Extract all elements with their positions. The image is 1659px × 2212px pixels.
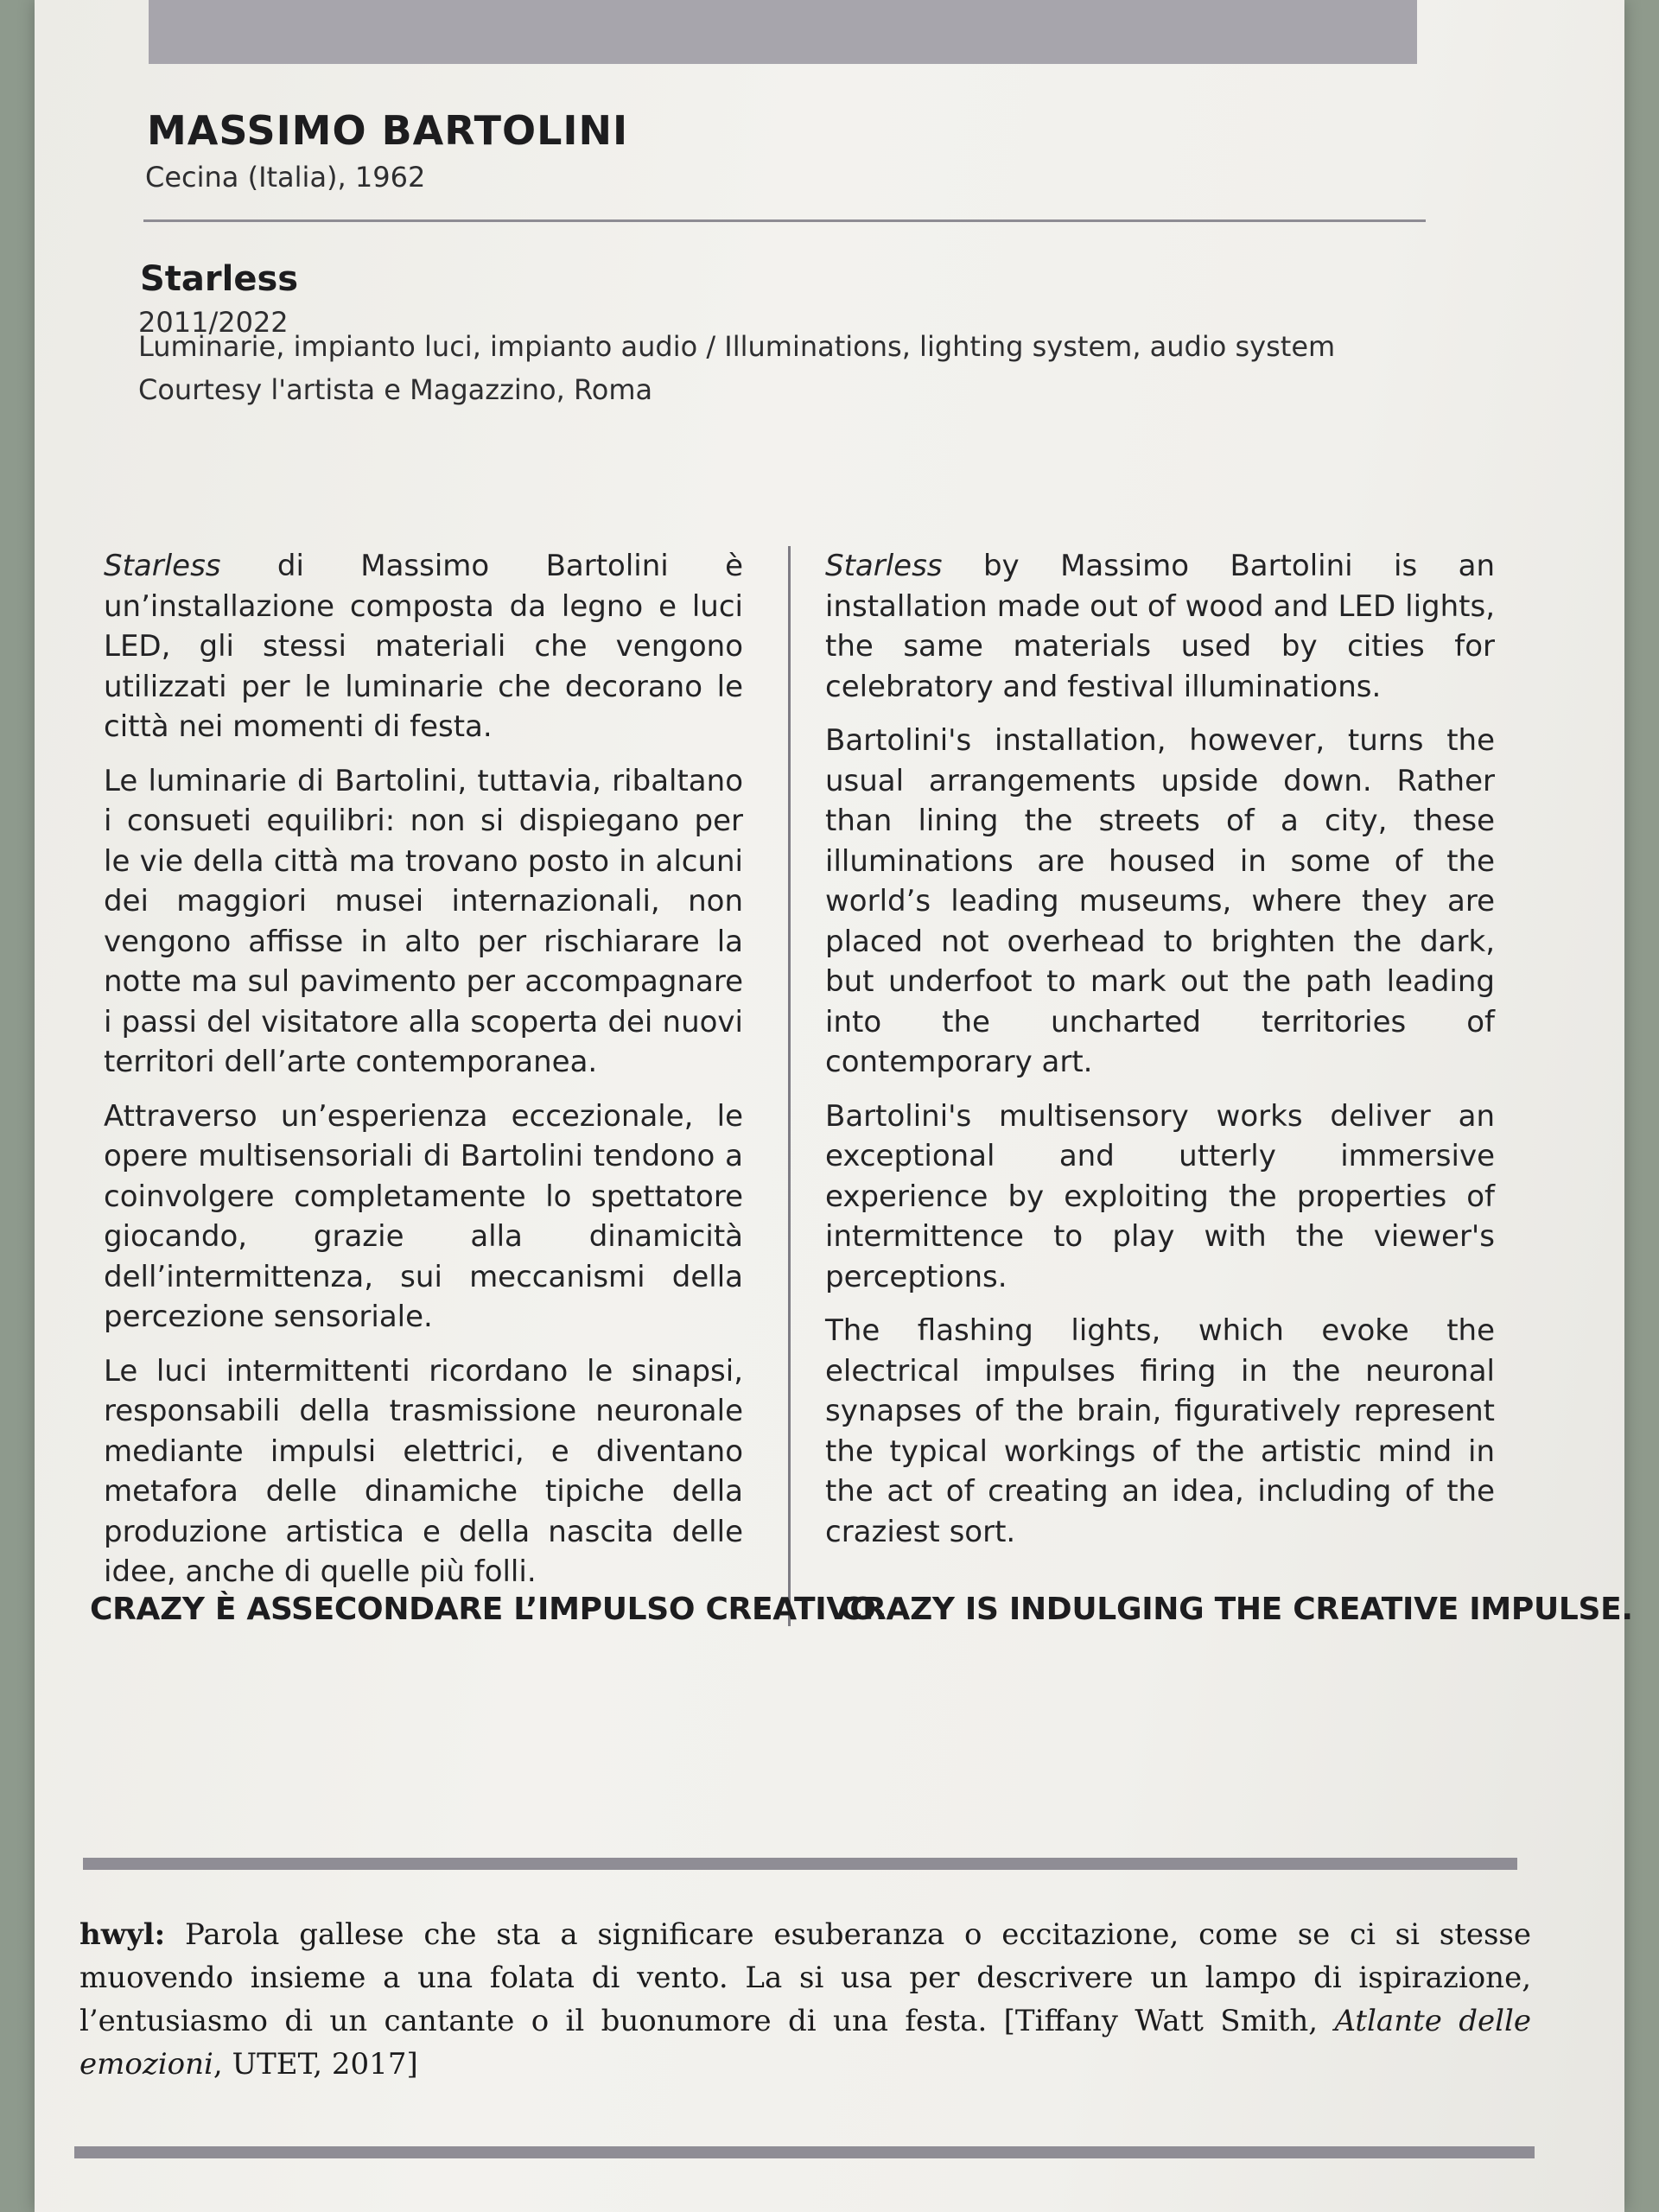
english-paragraph-1: [825, 546, 1495, 707]
artist-origin: Cecina (Italia), 1962: [145, 161, 426, 194]
work-title: Starless: [140, 259, 299, 299]
english-work-title: Starless: [825, 549, 943, 583]
gloss-definition: [79, 1913, 1531, 2086]
gloss-citation-tail: , UTET, 2017]: [213, 2047, 418, 2082]
header-divider: [143, 219, 1426, 222]
work-medium: Luminarie, impianto luci, impianto audio / Illuminations, lighting system, audio system: [138, 330, 1336, 363]
gloss-top-divider: [83, 1858, 1517, 1870]
column-divider: [788, 546, 791, 1626]
gloss-term: hwyl:: [79, 1917, 166, 1952]
italian-paragraph-2: Le luminarie di Bartolini, tuttavia, ribaltano i consueti equilibri: non si dispiegano per le vie della città ma trovano posto in alcuni dei maggiori musei internazionali, non vengono affisse in alto per rischiarare la notte ma sul pavimento per accompagnare i passi del visitatore alla scoperta dei nuovi territori dell’arte contemporanea.: [104, 763, 743, 1079]
english-paragraph-1-text: by Massimo Bartolini is an installation made out of wood and LED lights, the same materials used by cities for celebratory and festival illuminations.: [825, 549, 1495, 704]
gloss-text: Parola gallese che sta a significare esuberanza o eccitazione, come se ci si stesse muovendo insieme a una folata di vento. La si usa per descrivere un lampo di ispirazione, l’entusiasmo di un cantante o il buonumore di una festa. [Tiffany Watt Smith,: [79, 1917, 1531, 2038]
english-tagline: CRAZY IS INDULGING THE CREATIVE IMPULSE.: [840, 1592, 1633, 1627]
english-text-column: [825, 546, 1495, 1566]
top-color-band: [149, 0, 1417, 64]
italian-work-title: Starless: [104, 549, 221, 583]
italian-paragraph-3: Attraverso un’esperienza eccezionale, le opere multisensoriali di Bartolini tendono a coinvolgere completamente lo spettatore giocando, grazie alla dinamicità dell’intermittenza, sui meccanismi della percezione sensoriale.: [104, 1098, 743, 1334]
artist-name: MASSIMO BARTOLINI: [147, 107, 629, 154]
work-year: 2011/2022: [138, 306, 289, 339]
italian-paragraph-1-text: di Massimo Bartolini è un’installazione composta da legno e luci LED, gli stessi materiali che vengono utilizzati per le luminarie che decorano le città nei momenti di festa.: [104, 549, 743, 744]
work-courtesy: Courtesy l'artista e Magazzino, Roma: [138, 373, 653, 406]
italian-paragraph-1: [104, 546, 743, 747]
gloss-bottom-divider: [74, 2146, 1535, 2158]
italian-paragraph-4: Le luci intermittenti ricordano le sinapsi, responsabili della trasmissione neuronale mediante impulsi elettrici, e diventano metafora delle dinamiche tipiche della produzione artistica e della nascita delle idee, anche di quelle più folli.: [104, 1353, 743, 1589]
italian-text-column: [104, 546, 743, 1606]
english-paragraph-3: Bartolini's multisensory works deliver an exceptional and utterly immersive experience by exploiting the properties of intermittence to play with the viewer's perceptions.: [825, 1098, 1495, 1294]
italian-tagline: CRAZY È ASSECONDARE L’IMPULSO CREATIVO.: [90, 1592, 887, 1627]
gloss-book-title: Atlante delle emozioni: [79, 2004, 1531, 2082]
english-paragraph-4: The flashing lights, which evoke the electrical impulses firing in the neuronal synapses of the brain, figuratively represent the typical workings of the artistic mind in the act of creating an idea, including of the craziest sort.: [825, 1313, 1495, 1549]
english-paragraph-2: Bartolini's installation, however, turns the usual arrangements upside down. Rather than lining the streets of a city, these illuminations are housed in some of the world’s leading museums, where they are placed not overhead to brighten the dark, but underfoot to mark out the path leading into the uncharted territories of contemporary art.: [825, 723, 1495, 1079]
